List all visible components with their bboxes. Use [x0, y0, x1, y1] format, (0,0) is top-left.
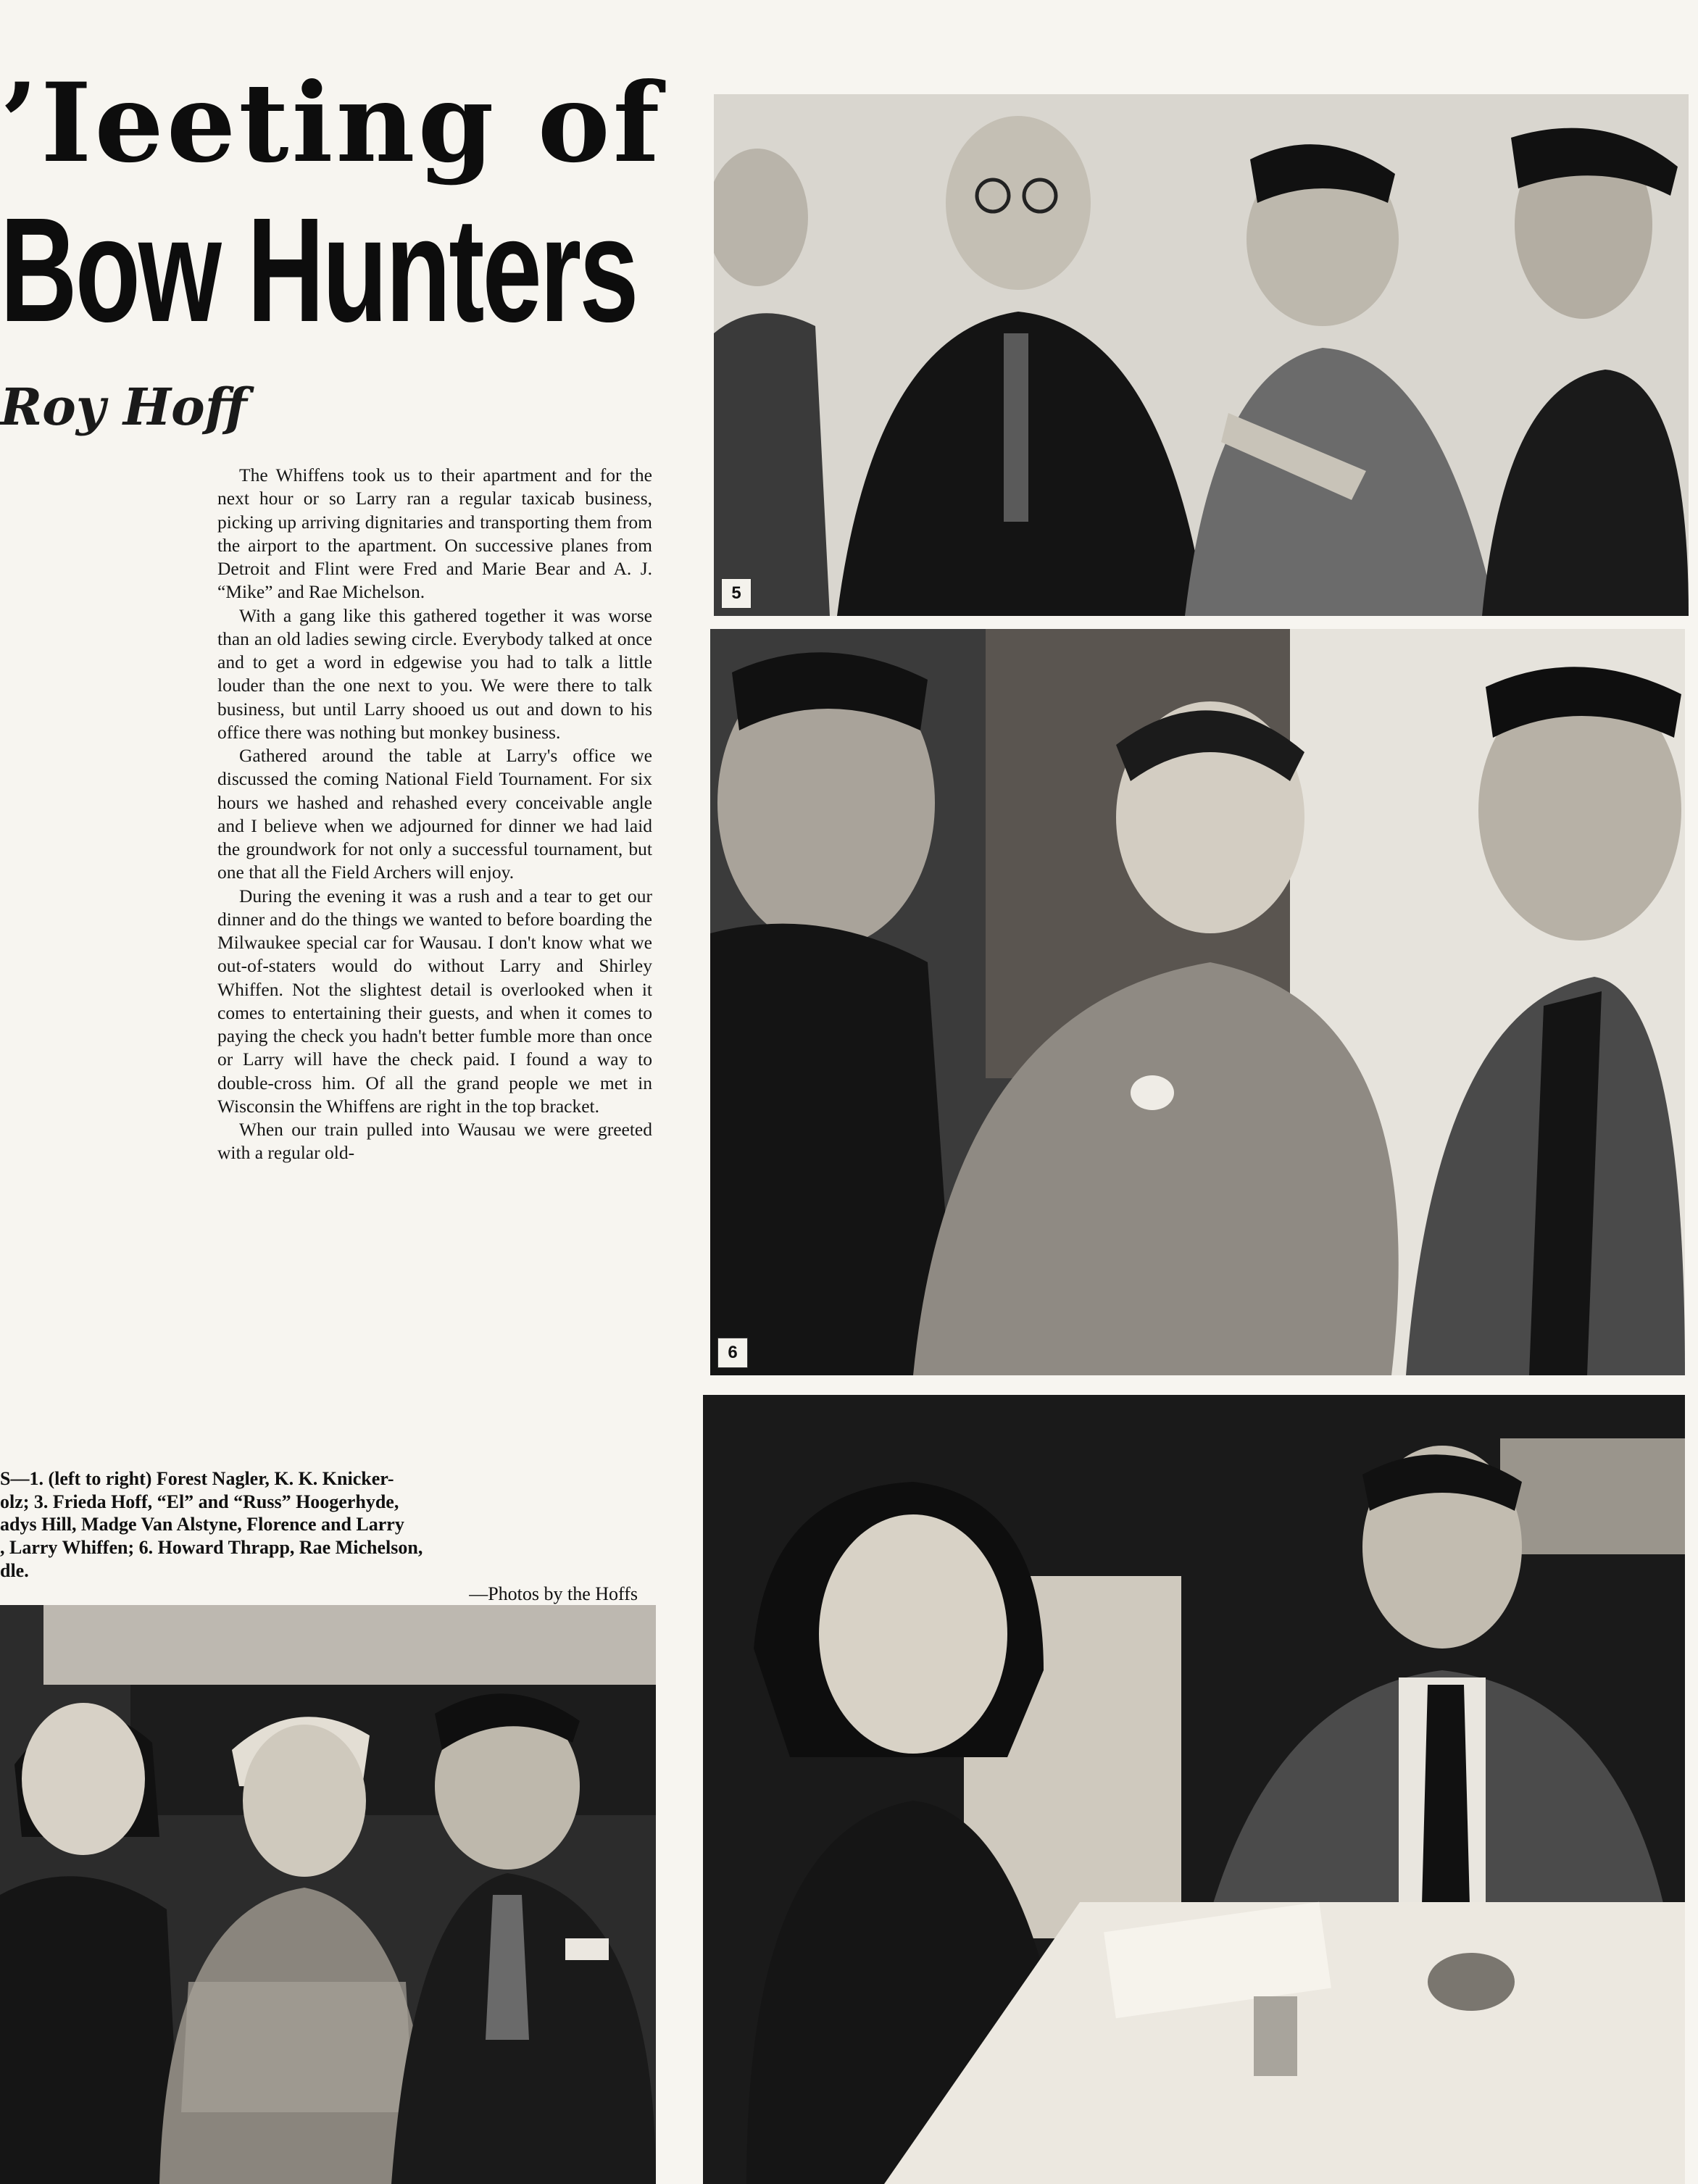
- article-paragraph: When our train pulled into Wausau we were greeted with a regular old-: [217, 1119, 652, 1164]
- caption-line: olz; 3. Frieda Hoff, “El” and “Russ” Hoogerhyde,: [0, 1491, 399, 1512]
- title-line-1: ’Ieeting of: [0, 59, 663, 187]
- article-paragraph: During the evening it was a rush and a tear to get our dinner and do the things we wanted to before boarding the Milwaukee special car for Wausau. I don't know what we out-of-staters would do without Larry and Shirley Whiffen. Not the slightest detail is overlooked when it comes to entertaining their guests, and when it comes to paying the check you hadn't better fumble more than once or Larry will have the check paid. I found a way to double-cross him. Of all the grand people we met in Wisconsin the Whiffens are right in the top bracket.: [217, 885, 652, 1117]
- photo-number-6: 6: [717, 1338, 748, 1368]
- caption-line: S—1. (left to right) Forest Nagler, K. K. Knicker-: [0, 1468, 394, 1489]
- photo-caption: [0, 1467, 638, 1605]
- title-line-2: Bow Hunters: [0, 187, 637, 353]
- photo-5: [714, 94, 1689, 616]
- article-paragraph: With a gang like this gathered together it was worse than an old ladies sewing circle. Everybody talked at once and to get a word in edgewise you had to talk a little louder than the one next to you. We were there to talk business, but until Larry shooed us out and down to his office there was nothing but monkey business.: [217, 604, 652, 743]
- caption-line: , Larry Whiffen; 6. Howard Thrapp, Rae Michelson,: [0, 1537, 423, 1559]
- photo-number-5: 5: [721, 578, 752, 609]
- article-paragraph: The Whiffens took us to their apartment and for the next hour or so Larry ran a regular taxicab business, picking up arriving dignitaries and transporting them from the airport to the apartment. On successive planes from Detroit and Flint were Fred and Marie Bear and A. J. “Mike” and Rae Michelson.: [217, 464, 652, 603]
- caption-line: adys Hill, Madge Van Alstyne, Florence and Larry: [0, 1514, 404, 1535]
- photo-7: [703, 1395, 1685, 2184]
- caption-line: dle.: [0, 1559, 29, 1581]
- photo-credit: —Photos by the Hoffs: [469, 1583, 638, 1604]
- photo-8: [0, 1605, 656, 2184]
- article-body: [217, 464, 652, 1165]
- photo-6: [710, 629, 1685, 1375]
- article-paragraph: Gathered around the table at Larry's office we discussed the coming National Field Tournament. For six hours we hashed and rehashed every conceivable angle and I believe when we adjourned for dinner we had laid the groundwork for not only a successful tournament, but one that all the Field Archers will enjoy.: [217, 745, 652, 883]
- byline: Roy Hoff: [0, 377, 247, 437]
